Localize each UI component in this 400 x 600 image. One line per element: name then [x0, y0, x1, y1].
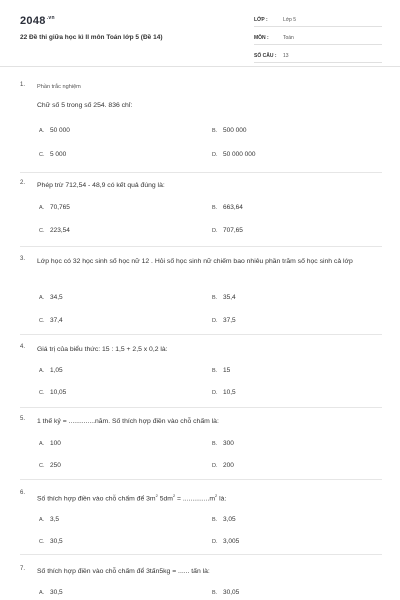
- question-text: Phép trừ 712,54 - 48,9 có kết quả đúng là:: [37, 182, 165, 189]
- option-a[interactable]: [39, 589, 63, 596]
- option-d[interactable]: [212, 389, 236, 396]
- question-number: 4.: [20, 344, 26, 350]
- page-title: 22 Đề thi giữa học kì II môn Toán lớp 5 (Đề 14): [20, 34, 163, 41]
- option-value: 35,4: [223, 294, 236, 301]
- option-value: 250: [50, 462, 61, 469]
- question-text-part: Số thích hợp điền vào chỗ chấm để 3m: [37, 495, 156, 503]
- option-a[interactable]: [39, 127, 70, 134]
- option-d[interactable]: [212, 227, 243, 234]
- worksheet-header: [0, 0, 400, 67]
- option-c[interactable]: [39, 151, 66, 158]
- option-label: B.: [212, 128, 218, 134]
- option-value: 37,5: [223, 317, 236, 324]
- option-a[interactable]: [39, 516, 59, 523]
- question-6: [20, 490, 382, 555]
- meta-class-row: [254, 15, 382, 27]
- option-label: B.: [212, 590, 218, 596]
- option-value: 200: [223, 462, 234, 469]
- option-b[interactable]: [212, 589, 239, 596]
- meta-subject-row: [254, 33, 382, 45]
- option-b[interactable]: [212, 440, 234, 447]
- question-text: Chữ số 5 trong số 254. 836 chỉ:: [37, 102, 133, 109]
- question-text: Lớp học có 32 học sinh số học nữ 12 . Hỏi số học sinh nữ chiếm bao nhiêu phần trăm số học sinh cả lớp: [37, 258, 353, 265]
- option-label: A.: [39, 441, 45, 447]
- option-label: B.: [212, 205, 218, 211]
- subject-label: MÔN :: [254, 35, 269, 41]
- logo-suffix: .vn: [46, 15, 55, 21]
- option-label: D.: [212, 390, 218, 396]
- superscript: 2: [155, 493, 158, 498]
- option-d[interactable]: [212, 151, 256, 158]
- option-label: A.: [39, 368, 45, 374]
- option-label: A.: [39, 590, 45, 596]
- option-label: C.: [39, 152, 45, 158]
- option-value: 663,64: [223, 204, 243, 211]
- question-number: 2.: [20, 180, 26, 186]
- option-value: 1,05: [50, 367, 63, 374]
- option-value: 3,005: [223, 538, 240, 545]
- question-number: 7.: [20, 566, 26, 572]
- option-a[interactable]: [39, 204, 70, 211]
- subject-value: Toán: [283, 35, 294, 41]
- question-1: [20, 82, 382, 173]
- question-7: [20, 566, 382, 600]
- option-label: C.: [39, 228, 45, 234]
- option-c[interactable]: [39, 389, 66, 396]
- option-label: C.: [39, 390, 45, 396]
- option-c[interactable]: [39, 538, 63, 545]
- option-value: 30,05: [223, 589, 240, 596]
- question-text: Số thích hợp điền vào chỗ chấm để 3tấn5kg = ...... tấn là:: [37, 568, 210, 575]
- option-label: C.: [39, 539, 45, 545]
- question-text: 1 thế kỷ = ..............năm. Số thích hợp điền vào chỗ chấm là:: [37, 418, 219, 425]
- option-value: 5 000: [50, 151, 67, 158]
- option-value: 500 000: [223, 127, 247, 134]
- option-a[interactable]: [39, 367, 63, 374]
- question-text-part: = ..............m: [175, 495, 216, 503]
- question-text-part: là:: [217, 495, 227, 503]
- superscript: 2: [172, 493, 176, 498]
- question-text: Giá trị của biểu thức: 15 : 1,5 + 2,5 x 0,2 là:: [37, 346, 168, 353]
- option-value: 37,4: [50, 317, 63, 324]
- option-label: B.: [212, 295, 218, 301]
- question-3: [20, 256, 382, 335]
- question-5: [20, 416, 382, 480]
- option-b[interactable]: [212, 516, 236, 523]
- option-label: A.: [39, 517, 45, 523]
- option-label: D.: [212, 318, 218, 324]
- option-label: A.: [39, 205, 45, 211]
- question-2: [20, 180, 382, 247]
- question-number: 5.: [20, 416, 26, 422]
- option-value: 100: [50, 440, 61, 447]
- option-c[interactable]: [39, 227, 70, 234]
- option-value: 300: [223, 440, 234, 447]
- question-text: [37, 490, 382, 504]
- option-label: B.: [212, 368, 218, 374]
- question-text-part: 5dm: [157, 495, 173, 503]
- option-label: C.: [39, 318, 45, 324]
- option-value: 50 000 000: [223, 151, 256, 158]
- option-value: 223,54: [50, 227, 70, 234]
- option-a[interactable]: [39, 294, 63, 301]
- option-b[interactable]: [212, 127, 247, 134]
- option-b[interactable]: [212, 367, 230, 374]
- option-value: 10,5: [223, 389, 236, 396]
- option-label: A.: [39, 128, 45, 134]
- site-logo[interactable]: [20, 15, 55, 27]
- option-d[interactable]: [212, 317, 236, 324]
- option-label: D.: [212, 152, 218, 158]
- class-label: LỚP :: [254, 17, 268, 23]
- option-value: 707,65: [223, 227, 243, 234]
- question-number: 3.: [20, 256, 26, 262]
- question-section-heading: Phần trắc nghiệm: [37, 84, 81, 90]
- option-a[interactable]: [39, 440, 61, 447]
- option-value: 3,5: [50, 516, 60, 523]
- option-label: B.: [212, 441, 218, 447]
- option-label: D.: [212, 228, 218, 234]
- option-d[interactable]: [212, 462, 234, 469]
- option-label: D.: [212, 463, 218, 469]
- meta-info: [254, 15, 382, 69]
- question-4: [20, 344, 382, 408]
- option-value: 15: [223, 367, 231, 374]
- superscript: 2: [215, 493, 218, 498]
- count-label: SỐ CÂU :: [254, 53, 277, 59]
- question-number: 1.: [20, 82, 26, 88]
- option-label: D.: [212, 539, 218, 545]
- option-c[interactable]: [39, 317, 63, 324]
- option-d[interactable]: [212, 538, 239, 545]
- logo-text: 2048: [20, 15, 46, 27]
- option-value: 3,05: [223, 516, 236, 523]
- option-label: C.: [39, 463, 45, 469]
- option-b[interactable]: [212, 204, 243, 211]
- option-value: 30,5: [50, 589, 63, 596]
- option-label: B.: [212, 517, 218, 523]
- count-value: 13: [283, 53, 289, 59]
- option-value: 70,765: [50, 204, 70, 211]
- class-value: Lớp 5: [283, 17, 297, 23]
- option-value: 30,5: [50, 538, 63, 545]
- option-b[interactable]: [212, 294, 236, 301]
- option-value: 50 000: [50, 127, 70, 134]
- option-value: 34,5: [50, 294, 63, 301]
- question-number: 6.: [20, 490, 26, 496]
- meta-count-row: [254, 51, 382, 63]
- option-c[interactable]: [39, 462, 61, 469]
- option-value: 10,05: [50, 389, 67, 396]
- option-label: A.: [39, 295, 45, 301]
